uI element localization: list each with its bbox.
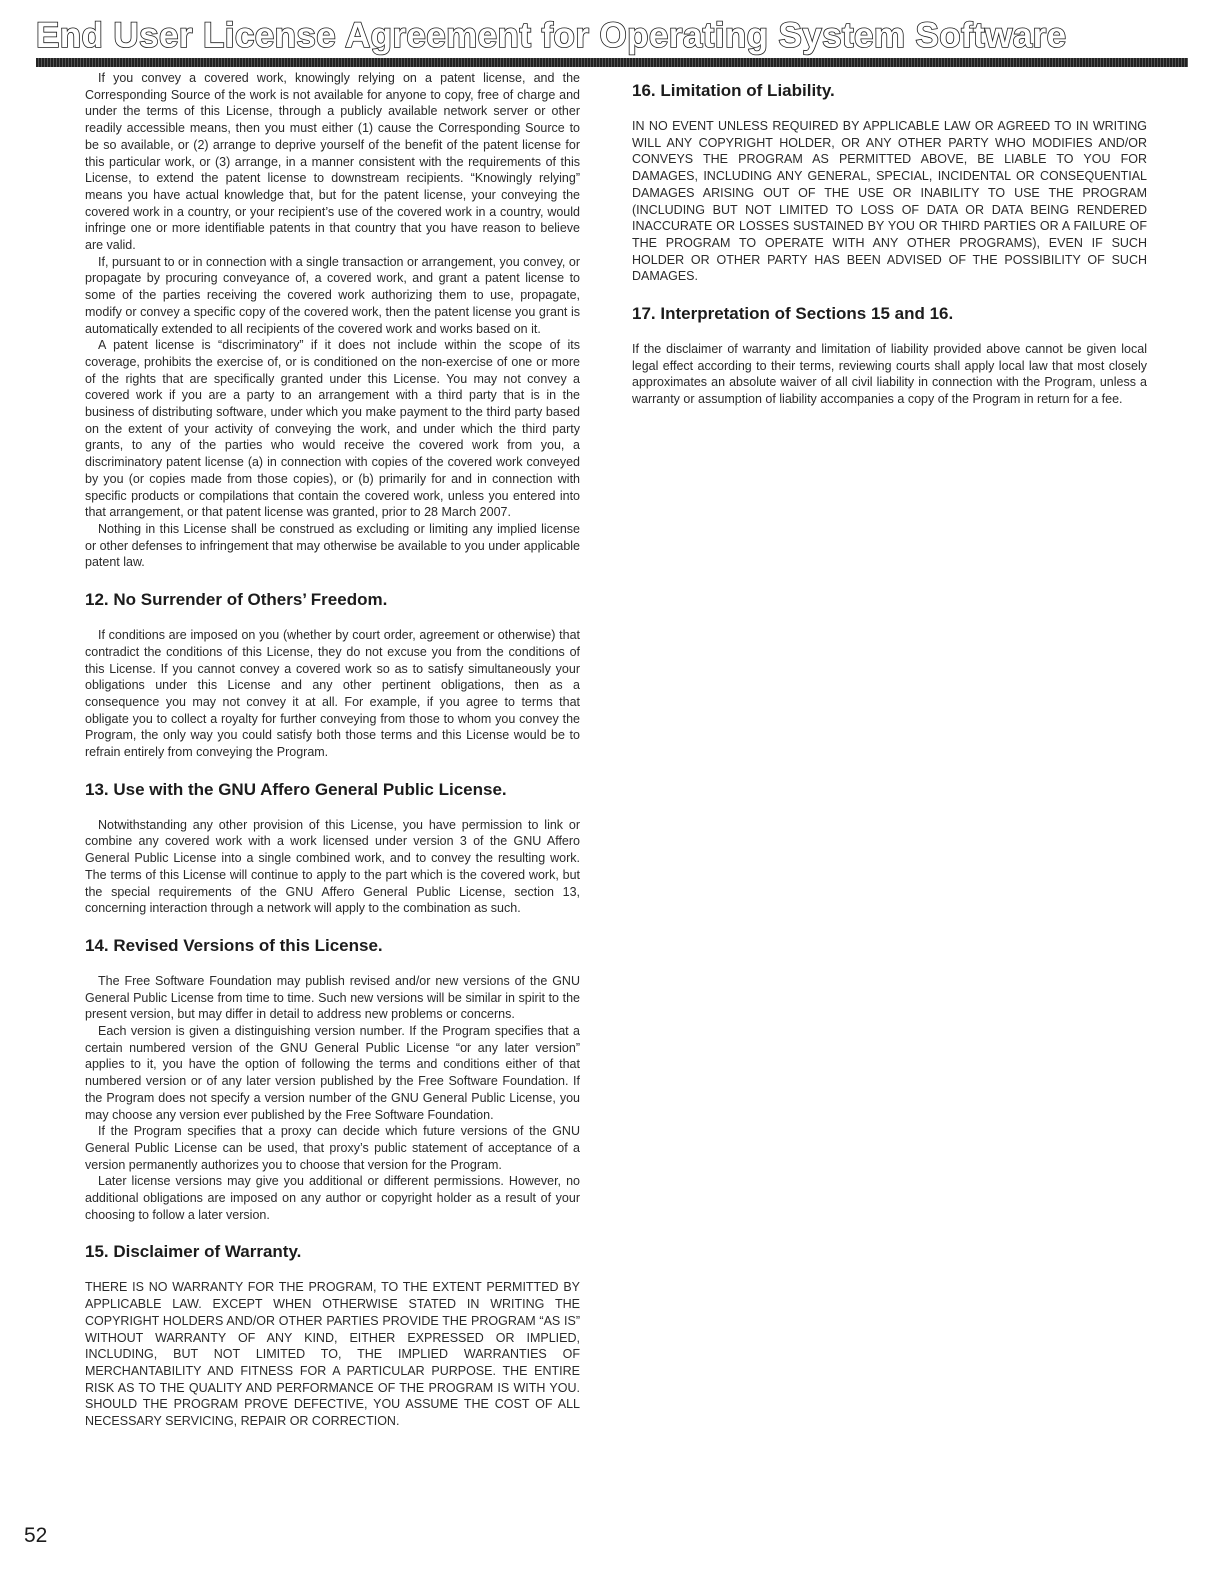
- left-column: [85, 70, 580, 1430]
- paragraph: If conditions are imposed on you (whether by court order, agreement or otherwise) that contradict the conditions of this License, they do not excuse you from the conditions of this License. If you cannot convey a covered work so as to satisfy simultaneously your obligations under this License and any other pertinent obligations, then as a consequence you may not convey it at all. For example, if you agree to terms that obligate you to collect a royalty for further conveying from those to whom you convey the Program, the only way you could satisfy both those terms and this License would be to refrain entirely from conveying the Program.: [85, 628, 580, 760]
- section-14-heading: 14. Revised Versions of this License.: [85, 935, 383, 955]
- section-17-heading: 17. Interpretation of Sections 15 and 16.: [632, 304, 954, 324]
- section-15-heading: 15. Disclaimer of Warranty.: [85, 1242, 302, 1262]
- page-number: 52: [24, 1524, 48, 1547]
- paragraph: If the disclaimer of warranty and limitation of liability provided above cannot be given local legal effect according to their terms, reviewing courts shall apply local law that most closely approximates an absolute waiver of all civil liability in connection with the Program, unless a warranty or assumption of liability accompanies a copy of the Program in return for a fee.: [632, 342, 1147, 407]
- paragraph: The Free Software Foundation may publish revised and/or new versions of the GNU General Public License from time to time. Such new versions will be similar in spirit to the present version, but may differ in detail to address new problems or concerns.: [85, 973, 580, 1022]
- paragraph: THERE IS NO WARRANTY FOR THE PROGRAM, TO THE EXTENT PERMITTED BY APPLICABLE LAW. EXCEPT WHEN OTHERWISE STATED IN WRITING THE COPYRIGHT HOLDERS AND/OR OTHER PARTIES PROVIDE THE PROGRAM “AS IS” WITHOUT WARRANTY OF ANY KIND, EITHER EXPRESSED OR IMPLIED, INCLUDING, BUT NOT LIMITED TO, THE IMPLIED WARRANTIES OF MERCHANTABILITY AND FITNESS FOR A PARTICULAR PURPOSE. THE ENTIRE RISK AS TO THE QUALITY AND PERFORMANCE OF THE PROGRAM IS WITH YOU. SHOULD THE PROGRAM PROVE DEFECTIVE, YOU ASSUME THE COST OF ALL NECESSARY SERVICING, REPAIR OR CORRECTION.: [85, 1280, 580, 1429]
- paragraph: Later license versions may give you additional or different permissions. However, no additional obligations are imposed on any author or copyright holder as a result of your choosing to follow a later version.: [85, 1174, 580, 1222]
- paragraph: Nothing in this License shall be construed as excluding or limiting any implied license or other defenses to infringement that may otherwise be available to you under applicable patent law.: [85, 521, 580, 570]
- paragraph: If, pursuant to or in connection with a single transaction or arrangement, you convey, or propagate by procuring conveyance of, a covered work, and grant a patent license to some of the parties receiving the covered work authorizing them to use, propagate, modify or convey a specific copy of the covered work, then the patent license you grant is automatically extended to all recipients of the covered work and works based on it.: [85, 254, 580, 336]
- paragraph: If the Program specifies that a proxy can decide which future versions of the GNU General Public License can be used, that proxy’s public statement of acceptance of a version permanently authorizes you to choose that version for the Program.: [85, 1124, 580, 1172]
- paragraph: Each version is given a distinguishing version number. If the Program specifies that a certain numbered version of the GNU General Public License “or any later version” applies to it, you have the option of following the terms and conditions either of that numbered version or of any later version published by the Free Software Foundation. If the Program does not specify a version number of the GNU General Public License, you may choose any version ever published by the Free Software Foundation.: [85, 1024, 580, 1122]
- section-16-heading: 16. Limitation of Liability.: [632, 81, 835, 100]
- section-12-heading: 12. No Surrender of Others’ Freedom.: [85, 590, 388, 610]
- title-rule: [36, 58, 1188, 67]
- page-title: End User License Agreement for Operating System Software: [36, 16, 1067, 55]
- paragraph: IN NO EVENT UNLESS REQUIRED BY APPLICABLE LAW OR AGREED TO IN WRITING WILL ANY COPYRIGHT HOLDER, OR ANY OTHER PARTY WHO MODIFIES AND/OR CONVEYS THE PROGRAM AS PERMITTED ABOVE, BE LIABLE TO YOU FOR DAMAGES, INCLUDING ANY GENERAL, SPECIAL, INCIDENTAL OR CONSEQUENTIAL DAMAGES ARISING OUT OF THE USE OR INABILITY TO USE THE PROGRAM (INCLUDING BUT NOT LIMITED TO LOSS OF DATA OR DATA BEING RENDERED INACCURATE OR LOSSES SUSTAINED BY YOU OR THIRD PARTIES OR A FAILURE OF THE PROGRAM TO OPERATE WITH ANY OTHER PROGRAMS), EVEN IF SUCH HOLDER OR OTHER PARTY HAS BEEN ADVISED OF THE POSSIBILITY OF SUCH DAMAGES.: [632, 119, 1147, 284]
- paragraph: If you convey a covered work, knowingly relying on a patent license, and the Corresponding Source of the work is not available for anyone to copy, free of charge and under the terms of this License, through a publicly available network server or other readily accessible means, then you must either (1) cause the Corresponding Source to be so available, or (2) arrange to deprive yourself of the benefit of the patent license for this particular work, or (3) arrange, in a manner consistent with the requirements of this License, to extend the patent license to downstream recipients. “Knowingly relying” means you have actual knowledge that, but for the patent license, your conveying the covered work in a country, or your recipient’s use of the covered work in a country, would infringe one or more identifiable patents in that country that you have reason to believe are valid.: [85, 71, 580, 253]
- right-column: [632, 70, 1147, 408]
- paragraph: Notwithstanding any other provision of this License, you have permission to link or combine any covered work with a work licensed under version 3 of the GNU Affero General Public License into a single combined work, and to convey the resulting work. The terms of this License will continue to apply to the part which is the covered work, but the special requirements of the GNU Affero General Public License, section 13, concerning interaction through a network will apply to the combination as such.: [85, 817, 580, 916]
- section-13-heading: 13. Use with the GNU Affero General Public License.: [85, 779, 507, 799]
- paragraph: A patent license is “discriminatory” if it does not include within the scope of its coverage, prohibits the exercise of, or is conditioned on the non-exercise of one or more of the rights that are specifically granted under this License. You may not convey a covered work if you are a party to an arrangement with a third party that is in the business of distributing software, under which you make payment to the third party based on the extent of your activity of conveying the work, and under which the third party grants, to any of the parties who would receive the covered work from you, a discriminatory patent license (a) in connection with copies of the covered work conveyed by you (or copies made from those copies), or (b) primarily for and in connection with specific products or compilations that contain the covered work, unless you entered into that arrangement, or that patent license was granted, prior to 28 March 2007.: [85, 338, 580, 520]
